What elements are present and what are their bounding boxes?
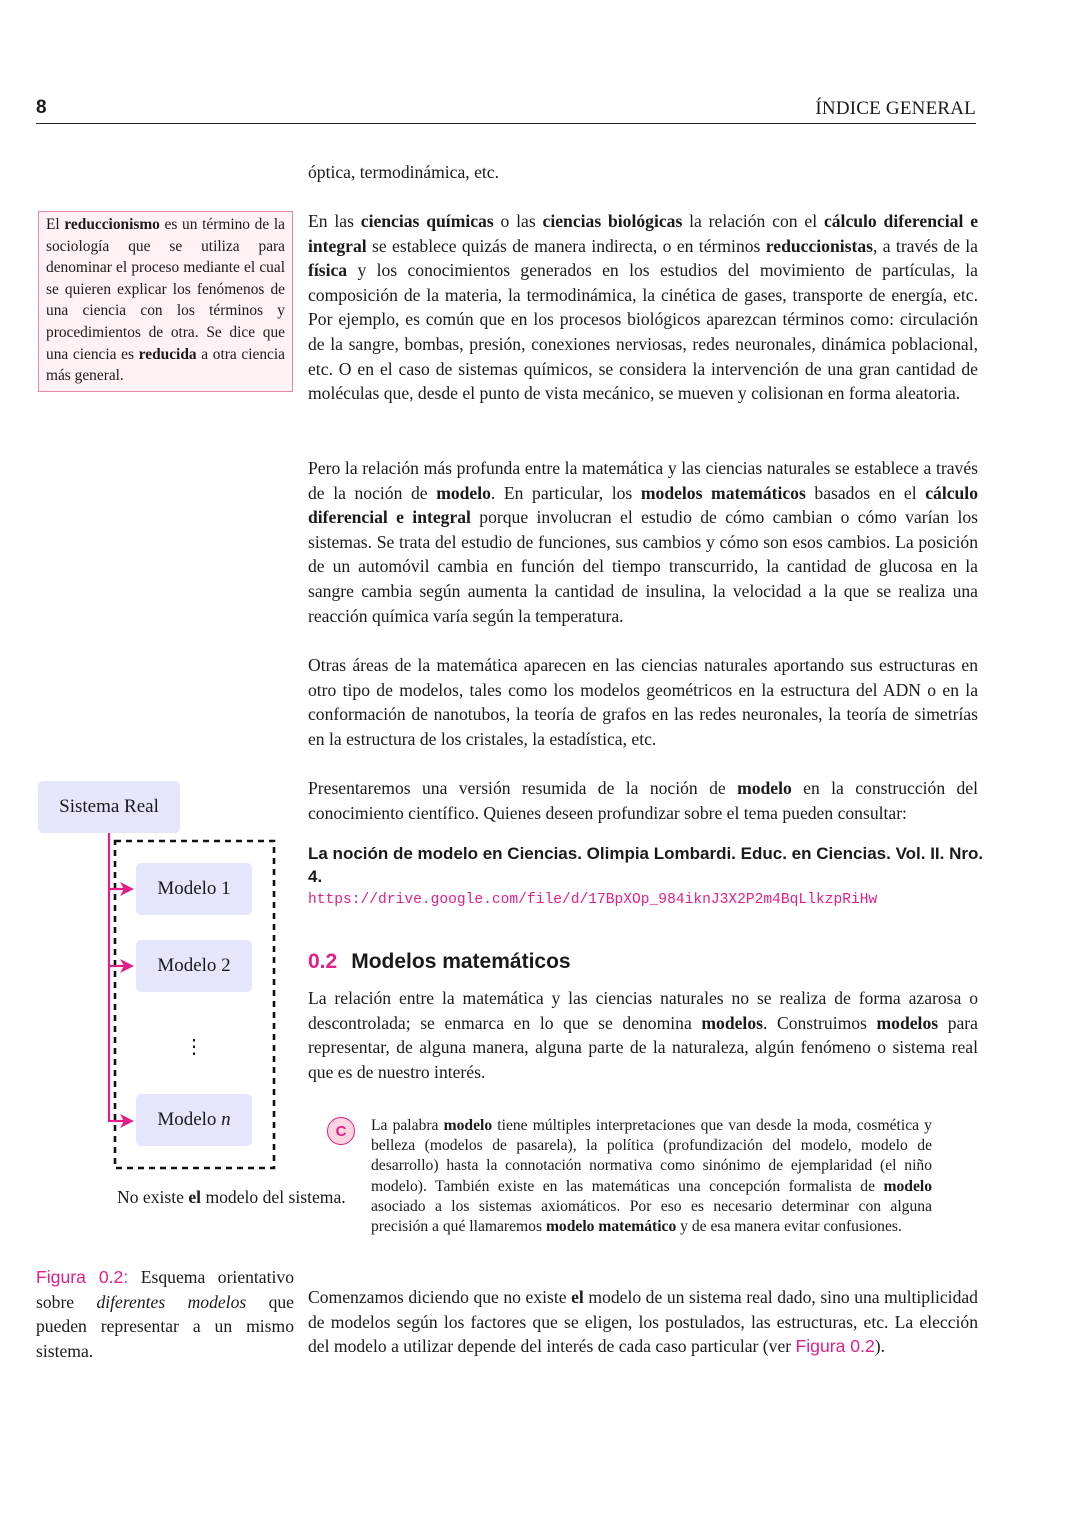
figure-caption-em: diferentes modelos [96,1291,247,1312]
section-number: 0.2 [308,950,338,973]
page-number: 8 [36,97,47,118]
paragraph-comenzamos-end: ). [874,1336,885,1357]
paragraph-continuation: óptica, termodinámica, etc. [308,162,500,182]
node-modelo-2: Modelo 2 [136,940,252,992]
diagram-note-post: modelo del sistema. [201,1187,346,1207]
figure-caption [36,1265,294,1363]
diagram-note-bold: el [188,1187,202,1207]
reference-title: La noción de modelo en Ciencias. Olimpia Lombardi. Educ. en Ciencias. Vol. II. Nro. 4. [308,844,984,886]
paragraph-ciencias-quimicas: En las ciencias químicas o las ciencias biológicas la relación con el cálculo diferencial e integral se establece quizás de manera indirecta, o en términos reduccionistas, a través de la física y los conocimientos generados en los estudios del movimiento de partículas, la composición de la materia, la termodinámica, la cinética de gases, transporte de energía, etc. Por ejemplo, es común que en los procesos biológicos aparezcan términos como: circulación de la sangre, bombas, presión, conexiones nerviosas, redes neuronales, dinámica poblacional, etc. O en el caso de sistemas químicos, se considera la intervención de una gran cantidad de moléculas que, desde el punto de vista mecánico, se mueven y colisionan en forma aleatoria. [308,211,979,404]
reference-link[interactable]: https://drive.google.com/file/d/17BpXOp_984iknJ3X2P2m4BqLlkzpRiHw [308,892,878,908]
comment-text: La palabra modelo tiene múltiples interpretaciones que van desde la moda, cosmética y belleza (modelos de pasarela), la política (profundización del modelo, modelo de desarrollo) hasta la connotación normativa como sinónimo de ejemplaridad (el niño modelo). También existe en las matemáticas una concepción formalista de modelo asociado a los sistemas axiomáticos. Por eso es necesario determinar con alguna precisión a qué llamaremos modelo matemático y de esa manera evitar confusiones. [371,1117,932,1236]
figure-caption-post: que pueden representar a un mismo sistema. [36,1291,294,1361]
vertical-ellipsis: ⋮ [184,1036,204,1058]
paragraph-otras-areas: Otras áreas de la matemática aparecen en las ciencias naturales aportando sus estructuras en otro tipo de modelos, tales como los modelos geométricos en la estructura del ADN o en la conformación de nanotubos, la teoría de grafos en las redes neuronales, la teoría de simetrías en la estructura de los cristales, la estadística, etc. [308,655,978,749]
figure-caption-pre: Esquema orientativo sobre [36,1267,294,1312]
paragraph-presentaremos: Presentaremos una versión resumida de la noción de modelo en la construcción del conocimiento científico. Quienes deseen profundizar sobre el tema pueden consultar: [308,778,978,823]
section-heading [308,950,571,974]
model-diagram-connectors [0,0,300,1200]
section-title: Modelos matemáticos [351,950,571,973]
node-modelo-n-label: Modelo [157,1109,217,1130]
figure-label: Figura 0.2: [36,1267,129,1287]
node-modelo-n-var: n [221,1109,231,1130]
paragraph-comenzamos-body: Comenzamos diciendo que no existe el modelo de un sistema real dado, sino una multiplicidad de modelos según los factores que se eligen, los postulados, las estructuras, etc. La elección del modelo a utilizar depende del interés de cada caso particular (ver [308,1287,978,1357]
paragraph-nocion-modelo: Pero la relación más profunda entre la matemática y las ciencias naturales se establece a través de la noción de modelo. En particular, los modelos matemáticos basados en el cálculo diferencial e integral porque involucran el estudio de cómo cambian o cómo varían los sistemas. Se trata del estudio de funciones, sus cambios y cómo son esos cambios. La posición de un automóvil cambia en función del tiempo transcurrido, la cantidad de glucosa en la sangre cambia según aumenta la cantidad de insulina, la velocidad a la que se realiza una reacción química varía según la temperatura. [308,458,978,626]
diagram-note [117,1185,346,1210]
figure-reference-link[interactable]: Figura 0.2 [795,1336,875,1357]
paragraph-comenzamos [308,1285,978,1359]
comment-c-icon: C [327,1117,355,1145]
diagram-note-pre: No existe [117,1187,189,1207]
node-sistema-real: Sistema Real [38,781,180,833]
node-modelo-n [136,1094,252,1146]
sidenote-reduccionismo: El reduccionismo es un término de la sociología que se utiliza para denominar el proceso mediante el cual se quieren explicar los fenómenos de una ciencia con los términos y procedimientos de otra. Se dice que una ciencia es reducida a otra ciencia más general. [38,211,293,392]
node-modelo-1: Modelo 1 [136,863,252,915]
running-header: ÍNDICE GENERAL [815,98,976,119]
paragraph-relacion: La relación entre la matemática y las ciencias naturales no se realiza de forma azarosa o descontrolada; se enmarca en lo que se denomina modelos. Construimos modelos para representar, de alguna manera, alguna parte de la naturaleza, algún fenómeno o sistema real que es de nuestro interés. [308,988,978,1082]
